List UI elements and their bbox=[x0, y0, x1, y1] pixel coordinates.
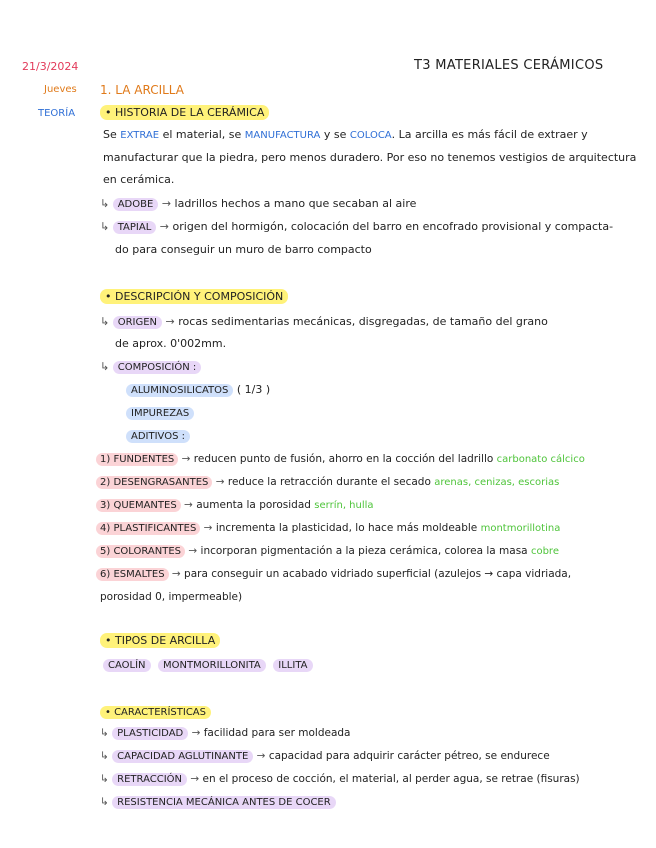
origen-item: ↳ ORIGEN → rocas sedimentarias mecánicas, disgregadas, de tamaño del grano bbox=[100, 315, 548, 328]
comp-aditivos: ADITIVOS : bbox=[126, 429, 190, 442]
term-manufactura: MANUFACTURA bbox=[244, 130, 321, 141]
tipos-heading: • TIPOS DE ARCILLA bbox=[100, 634, 220, 647]
tapial-item-cont: do para conseguir un muro de barro compacto bbox=[115, 243, 372, 256]
caract-retraccion: ↳ RETRACCIÓN → en el proceso de cocción, el material, al perder agua, se retrae (fisuras) bbox=[100, 773, 580, 785]
aditivo-esmaltes-cont: porosidad 0, impermeable) bbox=[100, 591, 243, 603]
aditivo-esmaltes: 6) ESMALTES → para conseguir un acabado vidriado superficial (azulejos → capa vidriada, bbox=[96, 568, 571, 580]
descripcion-heading: • DESCRIPCIÓN Y COMPOSICIÓN bbox=[100, 290, 288, 303]
term-extrae: EXTRAE bbox=[120, 130, 160, 141]
tipo-illita: ILLITA bbox=[273, 659, 312, 672]
comp-impurezas: IMPUREZAS bbox=[126, 406, 194, 419]
adobe-item: ↳ ADOBE → ladrillos hechos a mano que secaban al aire bbox=[100, 197, 417, 210]
tapial-item: ↳ TAPIAL → origen del hormigón, colocación del barro en encofrado provisional y compacta- bbox=[100, 220, 614, 233]
section-heading: 1. LA ARCILLA bbox=[100, 83, 184, 97]
category-label: TEORÍA bbox=[38, 108, 76, 119]
caract-plasticidad: ↳ PLASTICIDAD → facilidad para ser moldeada bbox=[100, 727, 351, 739]
caracteristicas-heading: • CARACTERÍSTICAS bbox=[100, 705, 211, 718]
historia-heading: • HISTORIA DE LA CERÁMICA bbox=[100, 106, 269, 119]
aditivo-quemantes: 3) QUEMANTES → aumenta la porosidad serrín, hulla bbox=[96, 499, 374, 511]
caract-aglutinante: ↳ CAPACIDAD AGLUTINANTE → capacidad para adquirir carácter pétreo, se endurece bbox=[100, 750, 550, 762]
day-label: Jueves bbox=[44, 84, 77, 95]
composicion-item: ↳ COMPOSICIÓN : bbox=[100, 360, 201, 373]
historia-paragraph: Se EXTRAE el material, se MANUFACTURA y se COLOCA. La arcilla es más fácil de extraer y manufacturar que la piedra, pero menos duradero. Por eso no tenemos vestigios de arquitectura en cerámica. bbox=[103, 128, 637, 186]
term-coloca: COLOCA bbox=[349, 130, 392, 141]
caract-resistencia: ↳ RESISTENCIA MECÁNICA ANTES DE COCER bbox=[100, 796, 336, 808]
tipos-list bbox=[103, 658, 313, 671]
origen-item-cont: de aprox. 0'002mm. bbox=[115, 337, 227, 350]
aditivo-plastificantes: 4) PLASTIFICANTES → incrementa la plasticidad, lo hace más moldeable montmorillotina bbox=[96, 522, 560, 534]
tipo-montmorillonita: MONTMORILLONITA bbox=[158, 659, 266, 672]
page-title: T3 MATERIALES CERÁMICOS bbox=[414, 58, 604, 73]
date: 21/3/2024 bbox=[22, 60, 79, 73]
aditivo-colorantes: 5) COLORANTES → incorporan pigmentación a la pieza cerámica, colorea la masa cobre bbox=[96, 545, 559, 557]
aditivo-desengrasantes: 2) DESENGRASANTES → reduce la retracción durante el secado arenas, cenizas, escorias bbox=[96, 476, 559, 488]
tipo-caolin: CAOLÍN bbox=[103, 659, 151, 672]
aditivo-fundentes: 1) FUNDENTES → reducen punto de fusión, ahorro en la cocción del ladrillo carbonato cálcico bbox=[96, 453, 585, 465]
comp-aluminosilicatos: ALUMINOSILICATOS ( 1/3 ) bbox=[126, 383, 270, 396]
